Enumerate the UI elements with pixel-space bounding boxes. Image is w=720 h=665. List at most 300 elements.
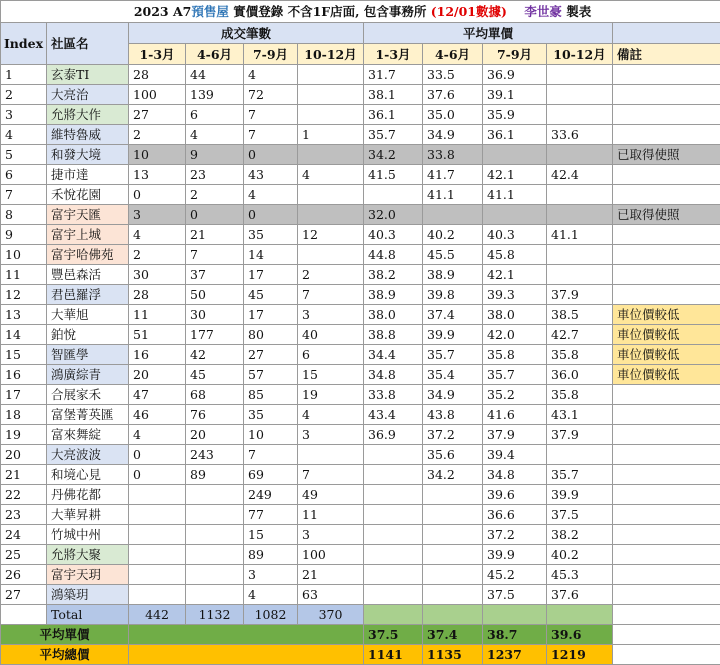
avg-unit-spacer	[129, 625, 364, 645]
cell-p2	[423, 565, 483, 585]
total-note	[613, 605, 720, 625]
total-label: Total	[47, 605, 129, 625]
cell-note	[613, 185, 720, 205]
cell-p2: 35.6	[423, 445, 483, 465]
cell-p2: 33.8	[423, 145, 483, 165]
cell-idx: 4	[1, 125, 47, 145]
table-row	[1, 385, 720, 405]
cell-c4: 12	[298, 225, 364, 245]
cell-p1: 36.9	[364, 425, 423, 445]
cell-p1	[364, 445, 423, 465]
cell-p3: 36.6	[483, 505, 547, 525]
cell-p2: 37.6	[423, 85, 483, 105]
cell-c2: 20	[186, 425, 244, 445]
cell-idx: 10	[1, 245, 47, 265]
cell-p2	[423, 485, 483, 505]
avg-total-spacer	[129, 645, 364, 665]
cell-name: 竹城中州	[47, 525, 129, 545]
total-p1	[364, 605, 423, 625]
cell-c3: 249	[244, 485, 298, 505]
cell-c4: 21	[298, 565, 364, 585]
total-c4: 370	[298, 605, 364, 625]
cell-c2: 76	[186, 405, 244, 425]
total-c1: 442	[129, 605, 186, 625]
cell-c4: 7	[298, 285, 364, 305]
cell-c4	[298, 65, 364, 85]
cell-c3: 43	[244, 165, 298, 185]
cell-c4	[298, 145, 364, 165]
cell-c1: 28	[129, 65, 186, 85]
cell-name: 維特魯威	[47, 125, 129, 145]
cell-p2: 35.4	[423, 365, 483, 385]
cell-p4: 42.7	[547, 325, 613, 345]
cell-idx: 9	[1, 225, 47, 245]
cell-p4: 35.8	[547, 345, 613, 365]
cell-p3	[483, 145, 547, 165]
cell-p1: 38.8	[364, 325, 423, 345]
cell-note	[613, 85, 720, 105]
avg-total-q4: 1219	[547, 645, 613, 665]
cell-c2	[186, 565, 244, 585]
cell-c3: 17	[244, 305, 298, 325]
cell-p2: 37.4	[423, 305, 483, 325]
cell-idx: 14	[1, 325, 47, 345]
cell-note	[613, 245, 720, 265]
cell-idx: 17	[1, 385, 47, 405]
cell-p1	[364, 545, 423, 565]
cell-p4: 33.6	[547, 125, 613, 145]
cell-p4: 43.1	[547, 405, 613, 425]
cell-c3: 45	[244, 285, 298, 305]
cell-c4: 15	[298, 365, 364, 385]
cell-c1: 100	[129, 85, 186, 105]
cell-p3: 34.8	[483, 465, 547, 485]
cell-c2: 42	[186, 345, 244, 365]
cell-p1: 38.1	[364, 85, 423, 105]
page-title	[1, 1, 720, 23]
cell-c1: 0	[129, 465, 186, 485]
cell-c2: 50	[186, 285, 244, 305]
cell-c3: 57	[244, 365, 298, 385]
table-row	[1, 345, 720, 365]
title-prefix: 2023 A7	[134, 4, 192, 19]
cell-note	[613, 465, 720, 485]
cell-idx: 26	[1, 565, 47, 585]
cell-c2	[186, 505, 244, 525]
cell-c3: 27	[244, 345, 298, 365]
cell-idx: 19	[1, 425, 47, 445]
cell-note	[613, 165, 720, 185]
table-row	[1, 125, 720, 145]
cell-p1	[364, 485, 423, 505]
cell-name: 智匯學	[47, 345, 129, 365]
table-row	[1, 165, 720, 185]
cell-c3: 10	[244, 425, 298, 445]
cell-name: 鉑悅	[47, 325, 129, 345]
cell-idx: 12	[1, 285, 47, 305]
cell-p1: 34.2	[364, 145, 423, 165]
cell-p1	[364, 585, 423, 605]
cell-c1: 30	[129, 265, 186, 285]
cell-p4: 42.4	[547, 165, 613, 185]
cell-name: 富宇天玥	[47, 565, 129, 585]
cell-p3: 38.0	[483, 305, 547, 325]
header-price-q1: 1-3月	[364, 44, 423, 65]
cell-p3: 42.1	[483, 165, 547, 185]
cell-idx: 25	[1, 545, 47, 565]
cell-note	[613, 405, 720, 425]
cell-c4: 4	[298, 405, 364, 425]
cell-p1: 38.9	[364, 285, 423, 305]
cell-p1: 33.8	[364, 385, 423, 405]
cell-c2: 4	[186, 125, 244, 145]
cell-p3: 40.3	[483, 225, 547, 245]
cell-c3: 7	[244, 105, 298, 125]
cell-c4: 2	[298, 265, 364, 285]
cell-p3: 39.1	[483, 85, 547, 105]
cell-c2: 23	[186, 165, 244, 185]
cell-p1: 32.0	[364, 205, 423, 225]
cell-p2	[423, 545, 483, 565]
cell-p4: 45.3	[547, 565, 613, 585]
table-row	[1, 65, 720, 85]
avg-unit-note	[613, 625, 720, 645]
cell-p2: 34.9	[423, 385, 483, 405]
cell-p3: 42.0	[483, 325, 547, 345]
cell-p3: 39.9	[483, 545, 547, 565]
header-row-1	[1, 23, 720, 44]
avg-total-q1: 1141	[364, 645, 423, 665]
cell-idx: 22	[1, 485, 47, 505]
cell-c2: 30	[186, 305, 244, 325]
cell-c1: 10	[129, 145, 186, 165]
cell-c1	[129, 525, 186, 545]
cell-name: 允將大作	[47, 105, 129, 125]
cell-p2: 39.8	[423, 285, 483, 305]
table-row	[1, 285, 720, 305]
cell-c2	[186, 485, 244, 505]
avg-total-note	[613, 645, 720, 665]
table-row	[1, 325, 720, 345]
table-row	[1, 425, 720, 445]
cell-p1	[364, 565, 423, 585]
cell-name: 富宇天匯	[47, 205, 129, 225]
cell-p3: 39.3	[483, 285, 547, 305]
cell-idx: 6	[1, 165, 47, 185]
header-community: 社區名	[47, 23, 129, 65]
cell-c3: 0	[244, 205, 298, 225]
cell-c2: 9	[186, 145, 244, 165]
cell-p4: 35.8	[547, 385, 613, 405]
cell-c3: 77	[244, 505, 298, 525]
cell-p1: 41.5	[364, 165, 423, 185]
cell-p3: 42.1	[483, 265, 547, 285]
cell-idx: 15	[1, 345, 47, 365]
cell-p2: 34.2	[423, 465, 483, 485]
cell-idx: 13	[1, 305, 47, 325]
total-c3: 1082	[244, 605, 298, 625]
cell-p1	[364, 505, 423, 525]
cell-p3: 41.6	[483, 405, 547, 425]
header-trades-q2: 4-6月	[186, 44, 244, 65]
cell-idx: 8	[1, 205, 47, 225]
avg-unit-label: 平均單價	[1, 625, 129, 645]
cell-c1	[129, 505, 186, 525]
cell-c1: 28	[129, 285, 186, 305]
cell-idx: 20	[1, 445, 47, 465]
cell-p1	[364, 185, 423, 205]
cell-p2	[423, 585, 483, 605]
cell-p4	[547, 145, 613, 165]
header-price-group: 平均單價	[364, 23, 613, 44]
cell-p4: 38.5	[547, 305, 613, 325]
cell-p2: 37.2	[423, 425, 483, 445]
cell-p3: 36.9	[483, 65, 547, 85]
cell-c4: 100	[298, 545, 364, 565]
cell-p2	[423, 505, 483, 525]
table-row	[1, 505, 720, 525]
cell-c3: 14	[244, 245, 298, 265]
header-price-q2: 4-6月	[423, 44, 483, 65]
cell-c4: 3	[298, 425, 364, 445]
total-p2	[423, 605, 483, 625]
cell-c4	[298, 445, 364, 465]
title-author: 李世豪	[524, 4, 562, 19]
cell-c4	[298, 85, 364, 105]
header-trades-q1: 1-3月	[129, 44, 186, 65]
cell-p1	[364, 465, 423, 485]
cell-note	[613, 65, 720, 85]
cell-p1: 36.1	[364, 105, 423, 125]
cell-c2: 7	[186, 245, 244, 265]
cell-c4: 1	[298, 125, 364, 145]
table-row	[1, 265, 720, 285]
cell-note	[613, 225, 720, 245]
header-trades-q4: 10-12月	[298, 44, 364, 65]
cell-c2	[186, 585, 244, 605]
cell-note	[613, 285, 720, 305]
avg-unit-q3: 38.7	[483, 625, 547, 645]
cell-note	[613, 445, 720, 465]
cell-p4	[547, 245, 613, 265]
cell-p4: 37.5	[547, 505, 613, 525]
cell-blank	[1, 605, 47, 625]
cell-p4	[547, 265, 613, 285]
header-blank	[613, 23, 720, 44]
cell-name: 富宇哈佛苑	[47, 245, 129, 265]
cell-c1: 0	[129, 185, 186, 205]
cell-p4	[547, 185, 613, 205]
cell-p2: 39.9	[423, 325, 483, 345]
cell-note: 車位價較低	[613, 345, 720, 365]
title-presale: 預售屋	[191, 4, 229, 19]
cell-c1: 20	[129, 365, 186, 385]
cell-note: 車位價較低	[613, 325, 720, 345]
table-row	[1, 565, 720, 585]
cell-p4: 40.2	[547, 545, 613, 565]
cell-c1: 4	[129, 225, 186, 245]
cell-c2: 37	[186, 265, 244, 285]
cell-c2: 2	[186, 185, 244, 205]
cell-c1	[129, 545, 186, 565]
cell-name: 捷市達	[47, 165, 129, 185]
cell-name: 君邑羅浮	[47, 285, 129, 305]
cell-p4	[547, 445, 613, 465]
cell-p2: 41.7	[423, 165, 483, 185]
cell-c3: 85	[244, 385, 298, 405]
cell-p4	[547, 65, 613, 85]
avg-unit-q4: 39.6	[547, 625, 613, 645]
cell-p2: 40.2	[423, 225, 483, 245]
cell-c3: 72	[244, 85, 298, 105]
cell-p1: 38.0	[364, 305, 423, 325]
cell-c3: 89	[244, 545, 298, 565]
cell-p2: 41.1	[423, 185, 483, 205]
cell-name: 丹佛花都	[47, 485, 129, 505]
cell-p2: 43.8	[423, 405, 483, 425]
cell-p2: 34.9	[423, 125, 483, 145]
cell-note: 車位價較低	[613, 365, 720, 385]
cell-p4: 38.2	[547, 525, 613, 545]
cell-c1: 2	[129, 245, 186, 265]
cell-c4: 3	[298, 525, 364, 545]
cell-c2: 89	[186, 465, 244, 485]
total-p4	[547, 605, 613, 625]
cell-p4: 36.0	[547, 365, 613, 385]
cell-idx: 11	[1, 265, 47, 285]
total-row	[1, 605, 720, 625]
cell-idx: 16	[1, 365, 47, 385]
cell-p2: 45.5	[423, 245, 483, 265]
header-note: 備註	[613, 44, 720, 65]
cell-c3: 69	[244, 465, 298, 485]
cell-p3: 45.2	[483, 565, 547, 585]
cell-p1: 35.7	[364, 125, 423, 145]
cell-idx: 21	[1, 465, 47, 485]
cell-p3: 37.2	[483, 525, 547, 545]
title-row	[1, 1, 720, 23]
cell-p3: 45.8	[483, 245, 547, 265]
cell-name: 富宇上城	[47, 225, 129, 245]
cell-name: 富來舞綻	[47, 425, 129, 445]
cell-p2: 38.9	[423, 265, 483, 285]
cell-c1: 16	[129, 345, 186, 365]
cell-name: 玄泰TI	[47, 65, 129, 85]
cell-c2: 45	[186, 365, 244, 385]
cell-c4: 6	[298, 345, 364, 365]
cell-p1: 31.7	[364, 65, 423, 85]
cell-p2: 35.7	[423, 345, 483, 365]
cell-p1: 34.4	[364, 345, 423, 365]
table-row	[1, 465, 720, 485]
cell-p1: 34.8	[364, 365, 423, 385]
cell-c2: 177	[186, 325, 244, 345]
title-date: (12/01數據)	[431, 4, 507, 19]
cell-p1	[364, 525, 423, 545]
cell-c4: 40	[298, 325, 364, 345]
cell-c2: 21	[186, 225, 244, 245]
cell-note	[613, 485, 720, 505]
cell-p4	[547, 105, 613, 125]
header-trades-q3: 7-9月	[244, 44, 298, 65]
cell-name: 鴻築玥	[47, 585, 129, 605]
title-middle: 實價登錄 不含1F店面, 包含事務所	[229, 4, 431, 19]
cell-c3: 35	[244, 405, 298, 425]
cell-p4: 35.7	[547, 465, 613, 485]
cell-c2	[186, 545, 244, 565]
table-row	[1, 445, 720, 465]
cell-p1: 44.8	[364, 245, 423, 265]
avg-total-q3: 1237	[483, 645, 547, 665]
cell-c2: 44	[186, 65, 244, 85]
cell-c4: 19	[298, 385, 364, 405]
table-row	[1, 485, 720, 505]
cell-c4	[298, 185, 364, 205]
cell-idx: 27	[1, 585, 47, 605]
cell-p2	[423, 205, 483, 225]
cell-p3	[483, 205, 547, 225]
cell-c3: 0	[244, 145, 298, 165]
table-row	[1, 365, 720, 385]
cell-p4: 37.9	[547, 285, 613, 305]
cell-p2	[423, 525, 483, 545]
cell-idx: 1	[1, 65, 47, 85]
cell-name: 富堡菁英匯	[47, 405, 129, 425]
cell-name: 大亮治	[47, 85, 129, 105]
cell-idx: 3	[1, 105, 47, 125]
cell-c4: 4	[298, 165, 364, 185]
cell-note	[613, 525, 720, 545]
cell-p3: 35.2	[483, 385, 547, 405]
cell-c4: 3	[298, 305, 364, 325]
cell-p1: 40.3	[364, 225, 423, 245]
cell-idx: 18	[1, 405, 47, 425]
avg-total-q2: 1135	[423, 645, 483, 665]
cell-c2	[186, 525, 244, 545]
cell-c4: 7	[298, 465, 364, 485]
cell-p2: 35.0	[423, 105, 483, 125]
cell-p3: 36.1	[483, 125, 547, 145]
cell-c1: 0	[129, 445, 186, 465]
cell-c1: 46	[129, 405, 186, 425]
cell-c1: 47	[129, 385, 186, 405]
avg-unit-row	[1, 625, 720, 645]
avg-unit-q1: 37.5	[364, 625, 423, 645]
table-row	[1, 185, 720, 205]
cell-c1: 4	[129, 425, 186, 445]
table-row	[1, 245, 720, 265]
cell-p3: 39.4	[483, 445, 547, 465]
cell-p3: 37.9	[483, 425, 547, 445]
cell-p4	[547, 205, 613, 225]
cell-note	[613, 565, 720, 585]
cell-p3: 39.6	[483, 485, 547, 505]
cell-p4: 39.9	[547, 485, 613, 505]
table-row	[1, 545, 720, 565]
cell-note: 車位價較低	[613, 305, 720, 325]
cell-c3: 15	[244, 525, 298, 545]
header-index: Index	[1, 23, 47, 65]
total-c2: 1132	[186, 605, 244, 625]
table-row	[1, 585, 720, 605]
cell-c3: 17	[244, 265, 298, 285]
cell-c1	[129, 565, 186, 585]
total-p3	[483, 605, 547, 625]
cell-idx: 7	[1, 185, 47, 205]
cell-p1: 43.4	[364, 405, 423, 425]
cell-name: 和發大境	[47, 145, 129, 165]
cell-note	[613, 505, 720, 525]
